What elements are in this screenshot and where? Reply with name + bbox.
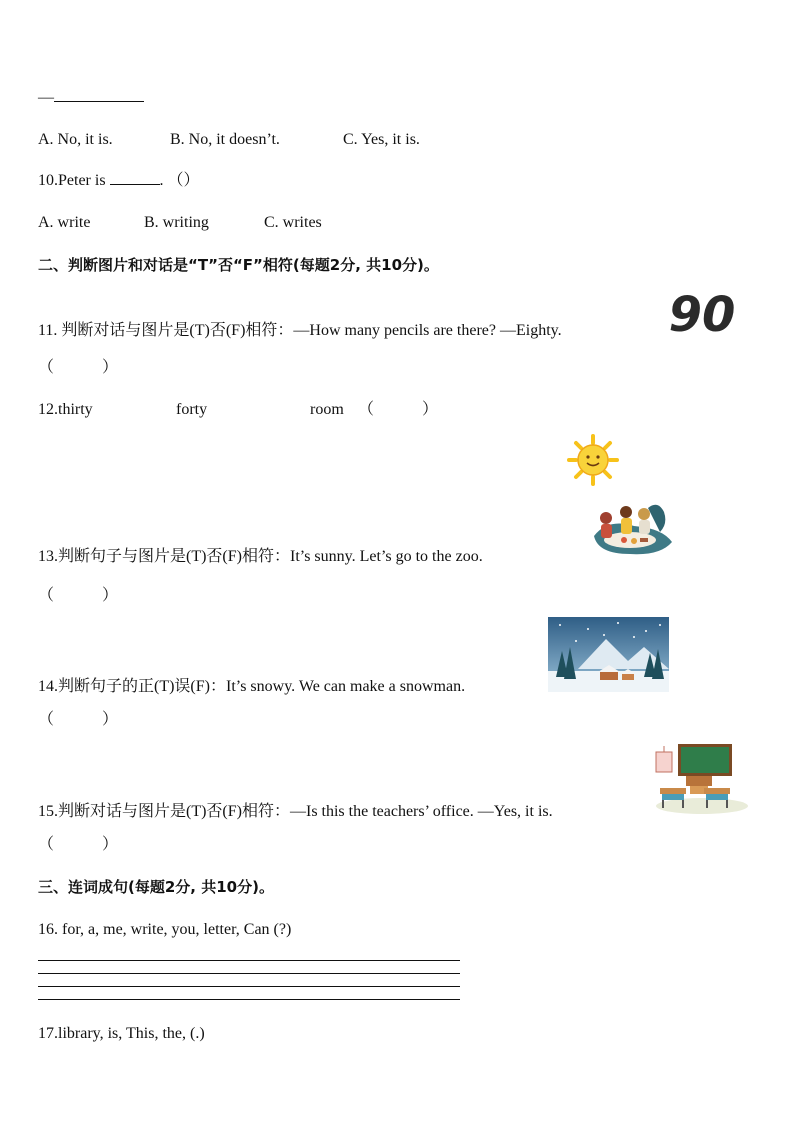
number-90-text: 90 — [668, 287, 736, 339]
q13-text: 13.判断句子与图片是(T)否(F)相符：It’s sunny. Let’s go to the zoo. — [38, 548, 483, 565]
q11-text: 11. 判断对话与图片是(T)否(F)相符：—How many pencils are there? —Eighty. — [38, 322, 562, 339]
q9-dash: — — [38, 89, 54, 106]
picnic-image — [588, 498, 674, 558]
q10-option-c: C. writes — [264, 214, 322, 231]
classroom-image — [650, 742, 748, 816]
answer-blank[interactable] — [54, 101, 144, 102]
q10-option-b: B. writing — [144, 214, 209, 231]
q14-answer-paren[interactable]: （ ） — [38, 711, 119, 728]
q15-text: 15.判断对话与图片是(T)否(F)相符：—Is this the teachers’ office. —Yes, it is. — [38, 803, 553, 820]
q14-text: 14.判断句子的正(T)误(F)：It’s snowy. We can make a snowman. — [38, 678, 466, 695]
q10-stem: 10.Peter is . （） — [38, 172, 200, 189]
section-3-title: 三、连词成句(每题2分, 共10分)。 — [38, 878, 274, 896]
writing-line-4[interactable] — [38, 999, 460, 1000]
writing-line-3[interactable] — [38, 986, 460, 987]
snow-scene-image — [548, 617, 669, 692]
writing-line-1[interactable] — [38, 960, 460, 961]
q17-text: 17.library, is, This, the, (.) — [38, 1025, 205, 1042]
q9-answer-line — [38, 88, 144, 108]
q10-option-a: A. write — [38, 214, 91, 231]
q12-word-1: 12.thirty — [38, 401, 93, 418]
answer-blank[interactable] — [110, 184, 160, 185]
q12-answer-paren[interactable]: （ ） — [358, 401, 439, 418]
sun-image — [566, 434, 620, 486]
q16-text: 16. for, a, me, write, you, letter, Can (?) — [38, 921, 292, 938]
section-2-title: 二、判断图片和对话是“T”否“F”相符(每题2分, 共10分)。 — [38, 256, 439, 274]
q12-word-2: forty — [176, 401, 208, 418]
q13-answer-paren[interactable]: （ ） — [38, 587, 119, 604]
number-90-image — [666, 287, 738, 339]
q9-option-b: B. No, it doesn’t. — [170, 131, 280, 148]
q11-answer-paren[interactable]: （ ） — [38, 359, 119, 376]
writing-line-2[interactable] — [38, 973, 460, 974]
q9-option-a: A. No, it is. — [38, 131, 113, 148]
q15-answer-paren[interactable]: （ ） — [38, 836, 119, 853]
q9-option-c: C. Yes, it is. — [343, 131, 420, 148]
q12-word-3: room — [310, 401, 344, 418]
